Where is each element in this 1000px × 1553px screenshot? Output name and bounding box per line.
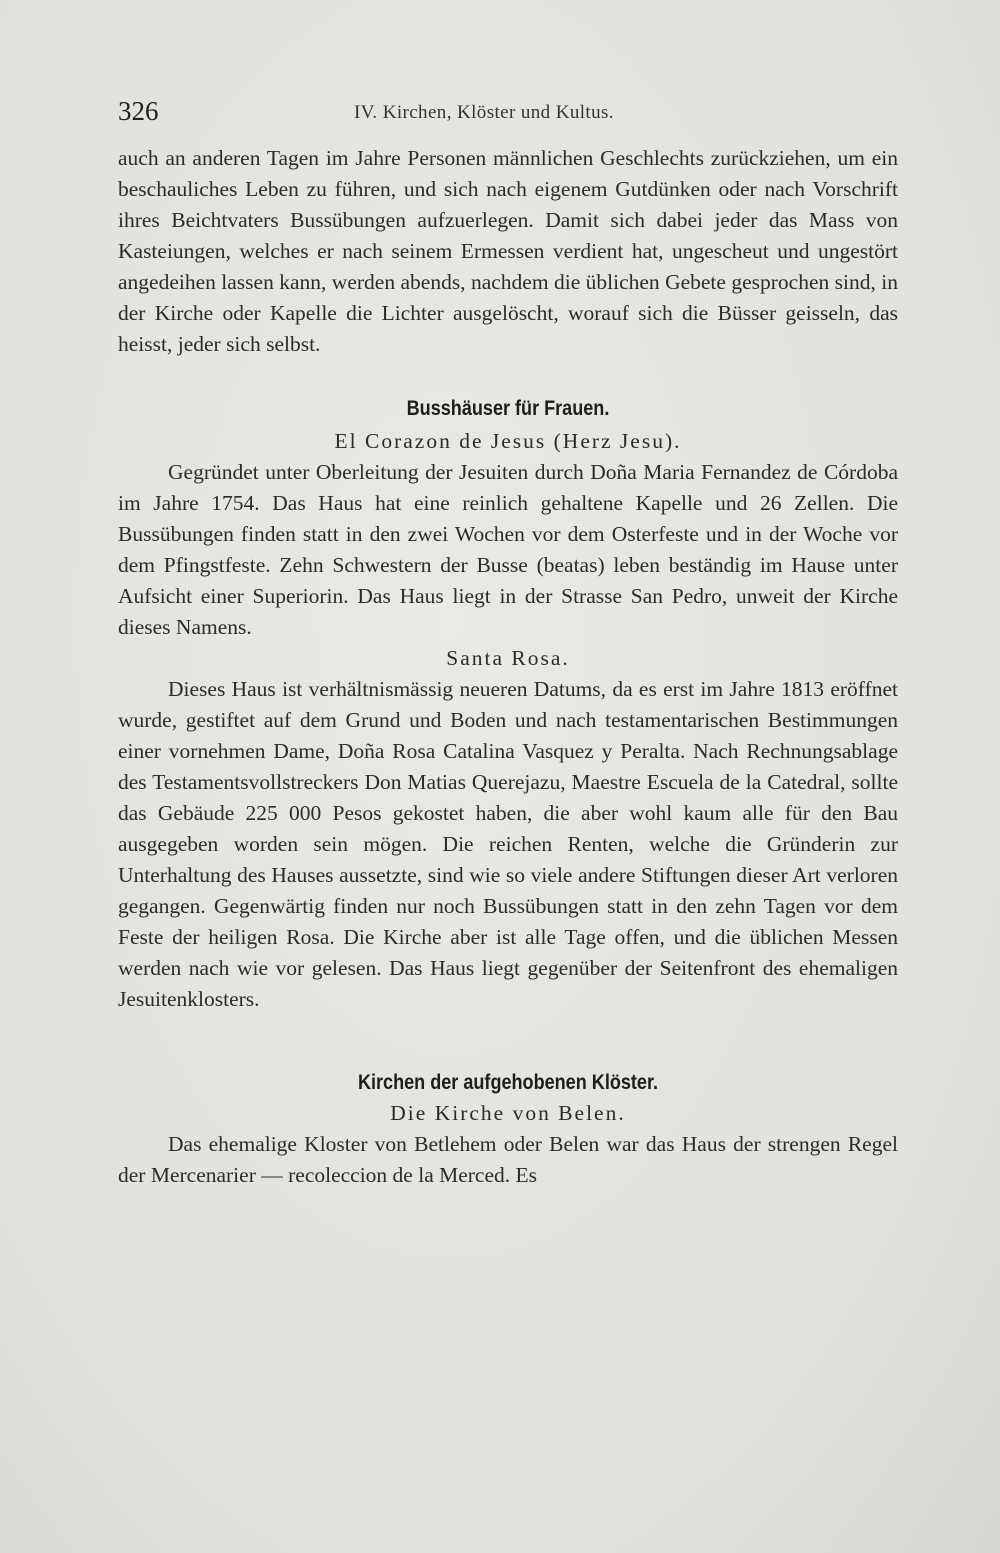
section-heading-kirchen: Kirchen der aufgehobenen Klöster. <box>357 1071 659 1094</box>
section-heading-busshaeuser: Busshäuser für Frauen. <box>406 397 610 420</box>
page-header <box>118 96 898 132</box>
running-head: IV. Kirchen, Klöster und Kultus. <box>354 102 614 123</box>
paragraph-3: Dieses Haus ist verhältnismässig neueren Datums, da es erst im Jahre 1813 eröffnet wurde, gestiftet auf dem Grund und Boden und nach testamentarischen Bestimmungen einer vornehmen Dame, Doña Rosa Catalina Vasquez y Peralta. Nach Rechnungsablage des Testamentsvollstreckers Don Matias Querejazu, Maestre Escuela de la Catedral, sollte das Gebäude 225 000 Pesos gekostet haben, die aber wohl kaum alle für den Bau ausgegeben worden sein mögen. Die reichen Renten, welche die Gründerin zur Unterhaltung des Hauses aussetzte, sind wie so viele andere Stiftungen dieser Art verloren gegangen. Gegenwärtig finden nur noch Bussübungen statt in den zehn Tagen vor dem Feste der heiligen Rosa. Die Kirche aber ist alle Tage offen, und die üblichen Messen werden nach wie vor gelesen. Das Haus liegt gegenüber der Seitenfront des ehemaligen Jesuitenklosters. <box>118 677 898 1011</box>
paragraph-1: auch an anderen Tagen im Jahre Personen männlichen Geschlechts zurückziehen, um ein beschauliches Leben zu führen, und sich nach eigenem Gutdünken oder nach Vorschrift ihres Beichtvaters Bussübungen aufzuerlegen. Damit sich dabei jeder das Mass von Kasteiungen, welches er nach seinem Ermessen verdient hat, ungescheut und ungestört angedeihen lassen kann, werden abends, nachdem die üblichen Gebete gesprochen sind, in der Kirche oder Kapelle die Lichter ausgelöscht, worauf sich die Büsser geisseln, das heisst, jeder sich selbst. <box>118 146 898 356</box>
subheading-santa-rosa: Santa Rosa. <box>446 646 570 670</box>
body-text <box>118 143 898 1191</box>
subheading-corazon-de-jesus: El Corazon de Jesus (Herz Jesu). <box>334 429 682 453</box>
paragraph-2: Gegründet unter Oberleitung der Jesuiten durch Doña Maria Fernandez de Córdoba im Jahre 1754. Das Haus hat eine reinlich gehaltene Kapelle und 26 Zellen. Die Bussübungen finden statt in den zwei Wochen vor dem Osterfeste und in der Woche vor dem Pfingstfeste. Zehn Schwestern der Busse (beatas) leben beständig im Hause unter Aufsicht einer Superiorin. Das Haus liegt in der Strasse San Pedro, unweit der Kirche dieses Namens. <box>118 460 898 639</box>
page-number: 326 <box>118 96 159 126</box>
paragraph-4: Das ehemalige Kloster von Betlehem oder Belen war das Haus der strengen Regel der Mercenarier — recoleccion de la Merced. Es <box>118 1132 898 1187</box>
subheading-kirche-von-belen: Die Kirche von Belen. <box>390 1101 626 1125</box>
